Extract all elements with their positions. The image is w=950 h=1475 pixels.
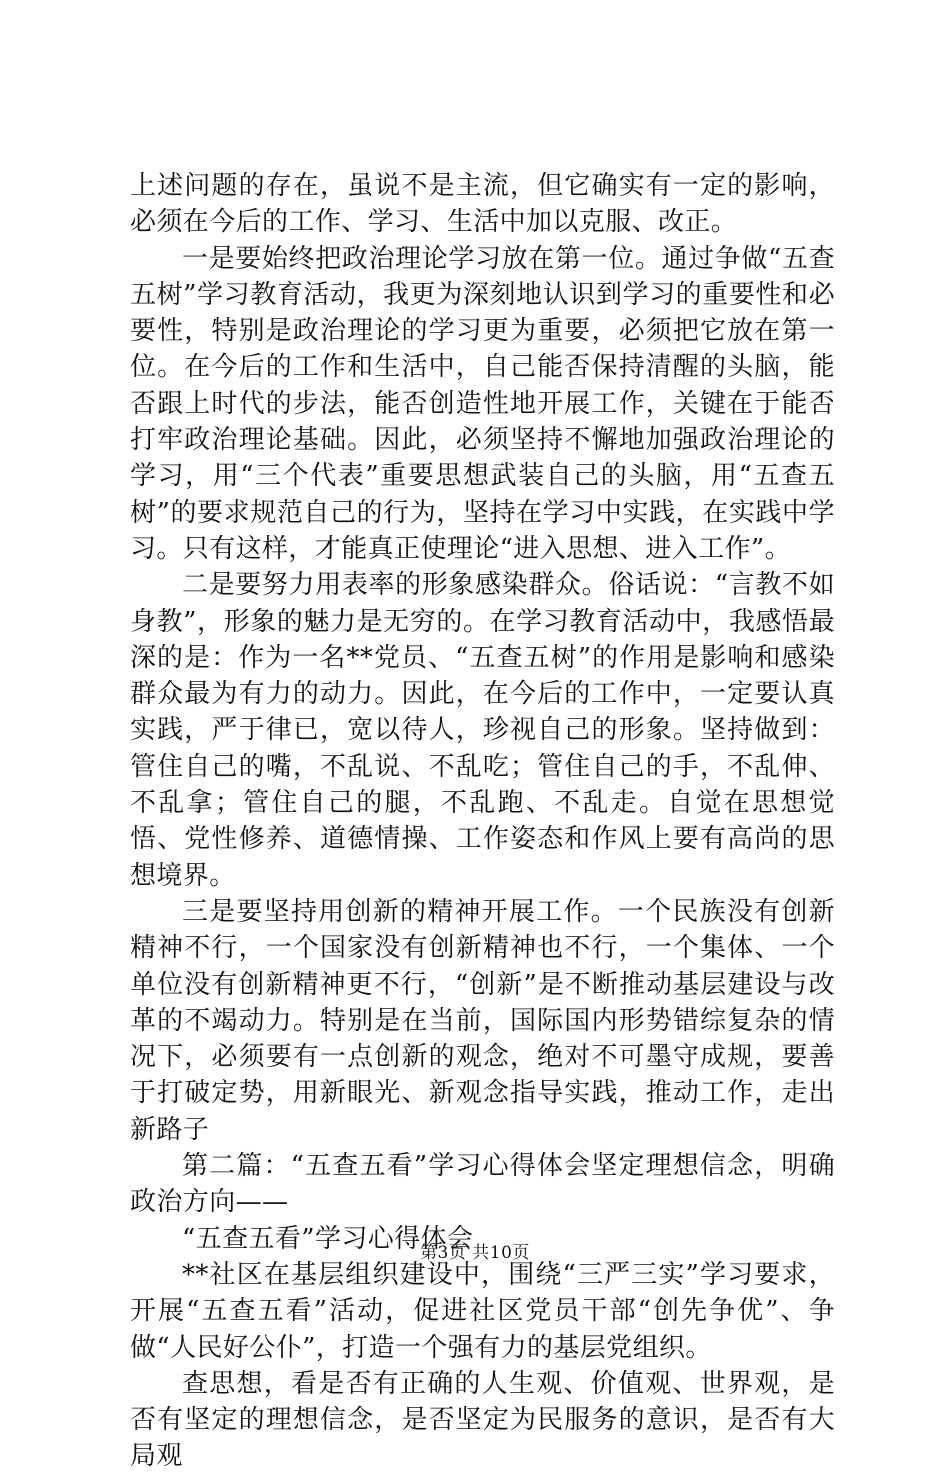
section-two-subtitle: “五查五看”学习心得体会 bbox=[182, 1223, 474, 1254]
page-number-footer: 第3页 共10页 bbox=[420, 1243, 530, 1263]
paragraph-point-two: 二是要努力用表率的形象感染群众。俗话说：“言教不如身教”，形象的魅力是无穷的。在学习教育活动中，我感悟最深的是：作为一名**党员、“五查五树”的作用是影响和感染群众最为有力的动力。因此，在今后的工作中，一定要认真实践，严于律已，宽以待人，珍视自己的形象。坚持做到：管住自己的嘴，不乱说、不乱吃；管住自己的手，不乱伸、不乱拿；管住自己的腿，不乱跑、不乱走。自觉在思想觉悟、党性修养、道德情操、工作姿态和作风上要有高尚的思想境界。 bbox=[130, 570, 835, 891]
document-body bbox=[130, 168, 835, 1475]
section-two-heading: 第二篇：“五查五看”学习心得体会坚定理想信念，明确政治方向—— bbox=[130, 1151, 835, 1218]
paragraph-point-one: 一是要始终把政治理论学习放在第一位。通过争做“五查五树”学习教育活动，我更为深刻地认识到学习的重要性和必要性，特别是政治理论的学习更为重要，必须把它放在第一位。在今后的工作和生活中，自己能否保持清醒的头脑，能否跟上时代的步法，能否创造性地开展工作，关键在于能否打牢政治理论基础。因此，必须坚持不懈地加强政治理论的学习，用“三个代表”重要思想武装自己的头脑，用“五查五树”的要求规范自己的行为，坚持在学习中实践，在实践中学习。只有这样，才能真正使理论“进入思想、进入工作”。 bbox=[130, 243, 835, 564]
paragraph-check-thought: 查思想，看是否有正确的人生观、价值观、世界观，是否有坚定的理想信念，是否坚定为民服务的意识，是否有大局观 bbox=[130, 1368, 835, 1472]
paragraph-intro: 上述问题的存在，虽说不是主流，但它确实有一定的影响，必须在今后的工作、学习、生活中加以克服、改正。 bbox=[130, 171, 835, 238]
paragraph-community: **社区在基层组织建设中，围绕“三严三实”学习要求，开展“五查五看”活动，促进社区党员干部“创先争优”、争做“人民好公仆”，打造一个强有力的基层党组织。 bbox=[130, 1259, 835, 1363]
paragraph-point-three: 三是要坚持用创新的精神开展工作。一个民族没有创新精神不行，一个国家没有创新精神也不行，一个集体、一个单位没有创新精神更不行，“创新”是不断推动基层建设与改革的不竭动力。特别是在当前，国际国内形势错综复杂的情况下，必须要有一点创新的观念，绝对不可墨守成规，要善于打破定势，用新眼光、新观念指导实践，推动工作，走出新路子 bbox=[130, 896, 835, 1145]
